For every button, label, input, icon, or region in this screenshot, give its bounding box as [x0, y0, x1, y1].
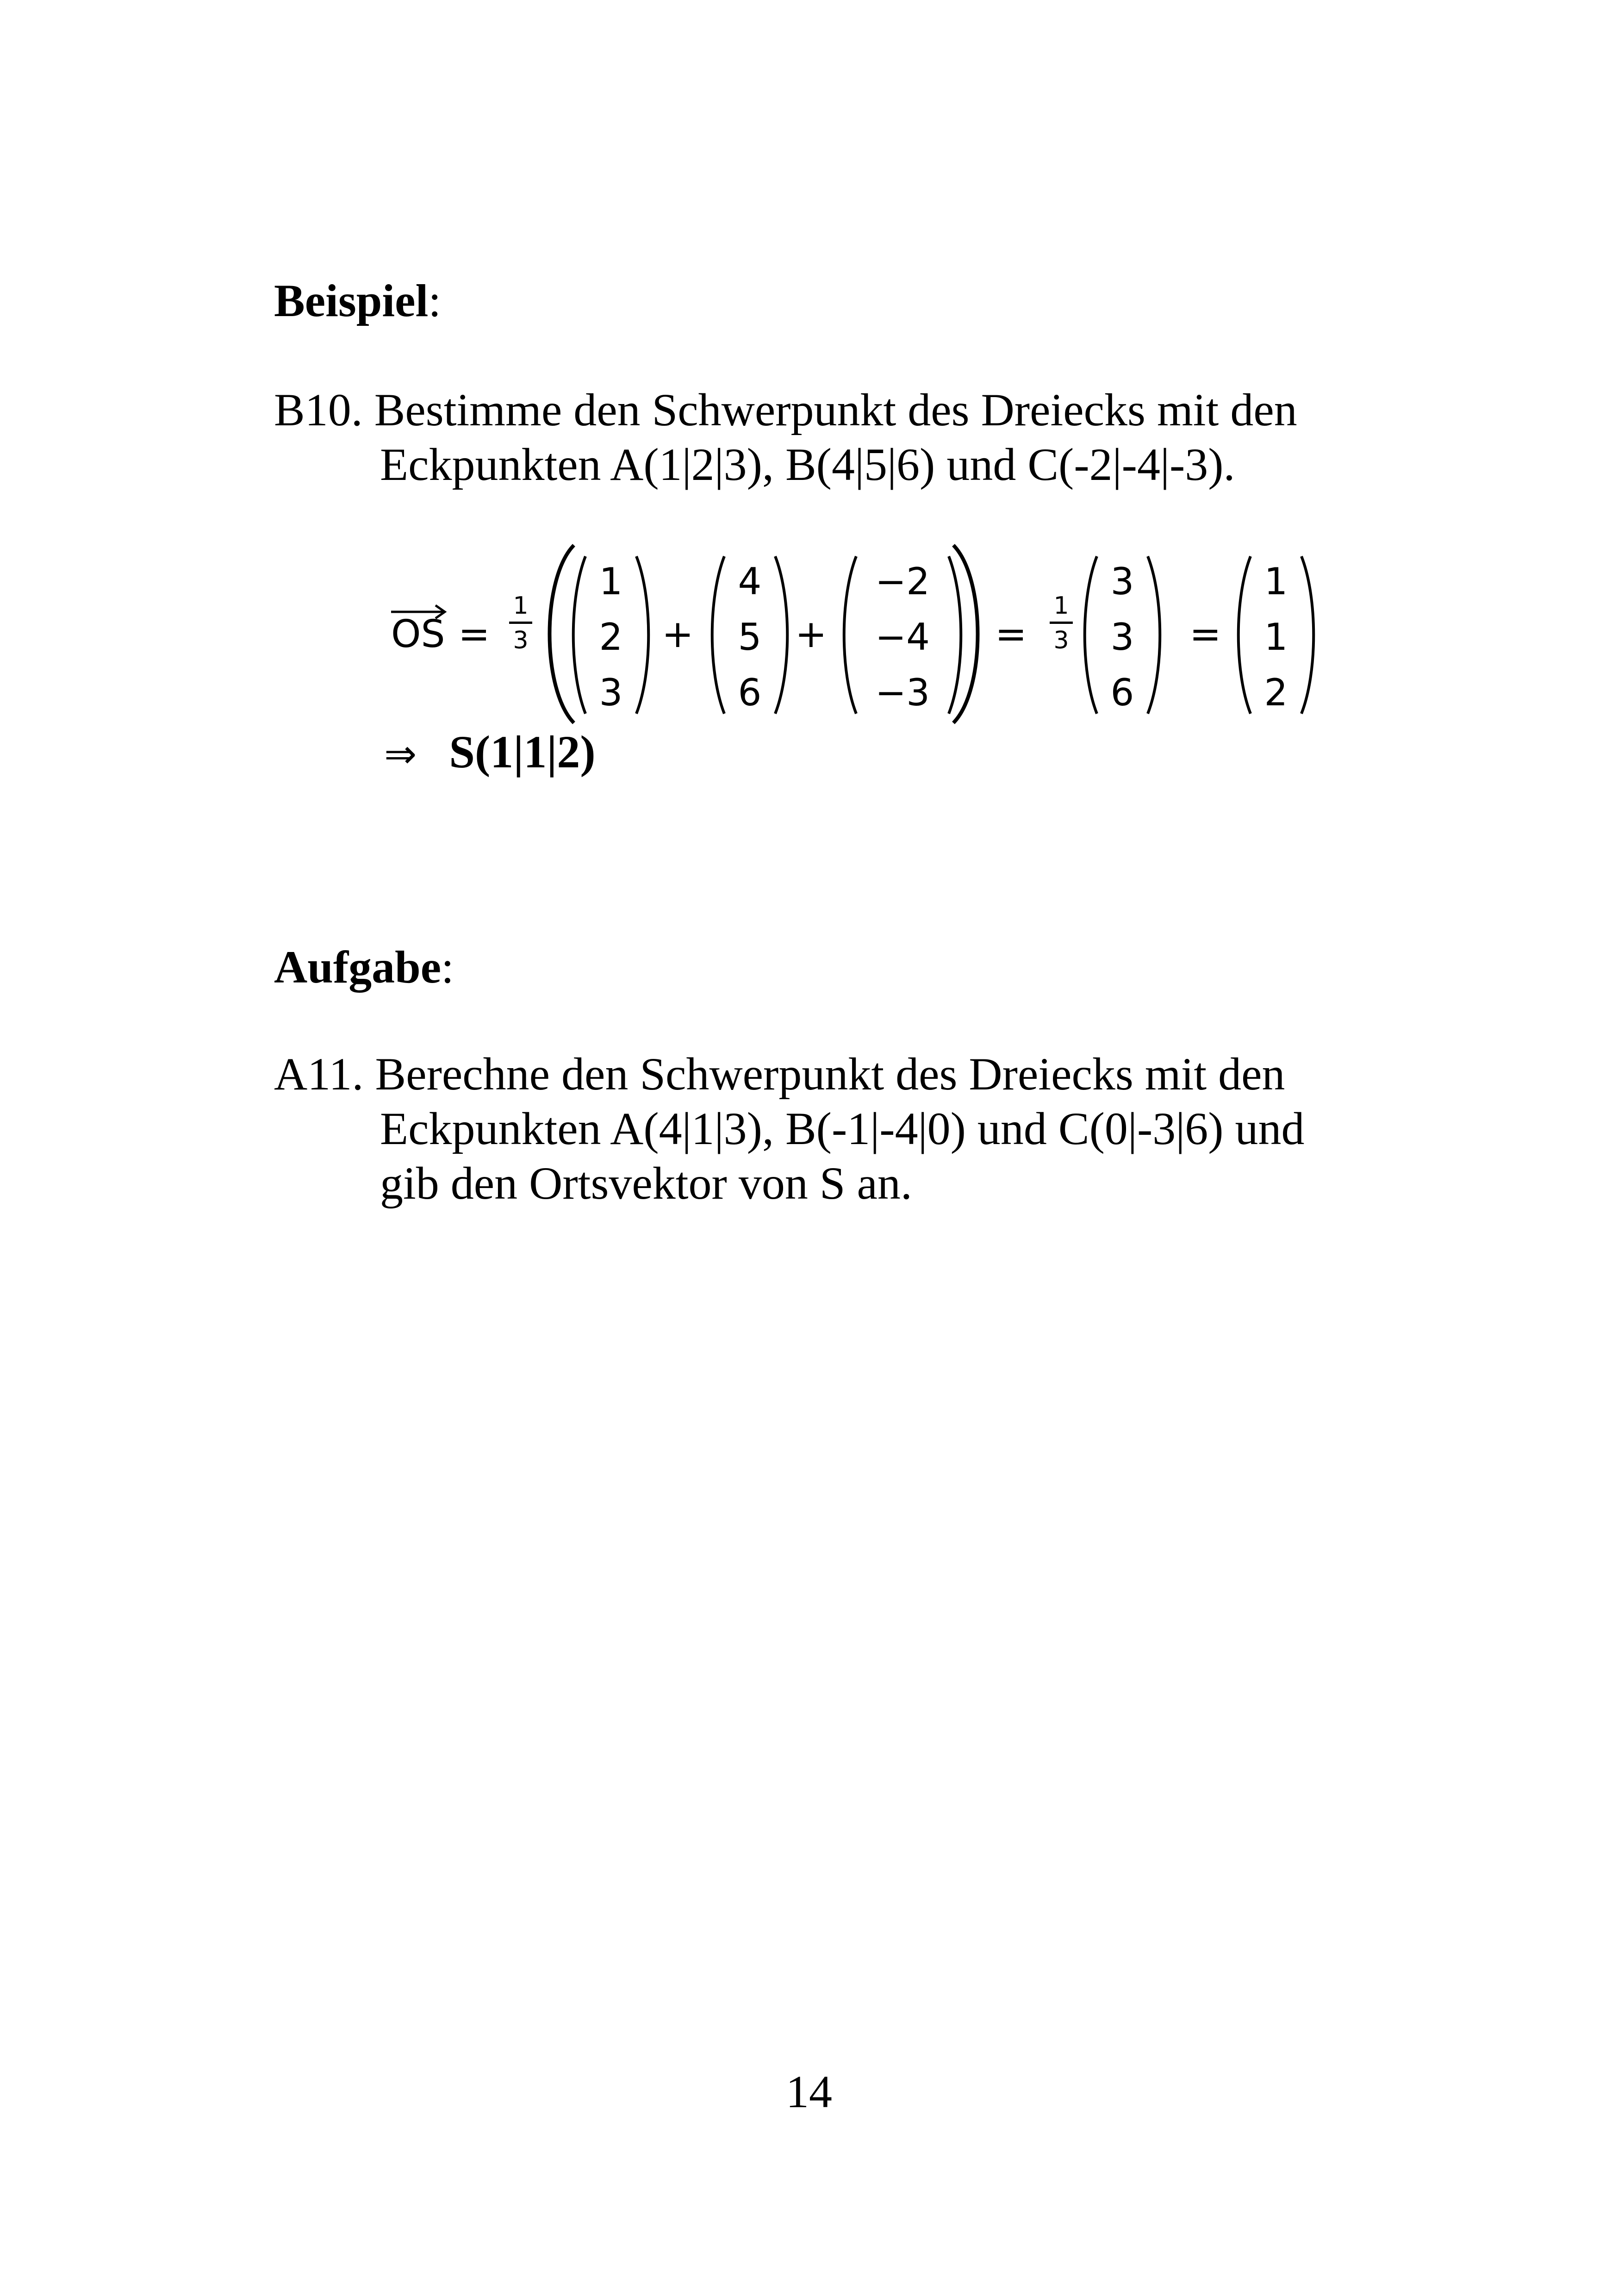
implies-arrow-icon: ⇒ [384, 731, 417, 777]
vector-2-entry-2: 5 [738, 616, 762, 659]
exercise-task-text-1: Berechne den Schwerpunkt des Dreiecks mit den [375, 1048, 1285, 1100]
formula-equals-2: = [995, 612, 1027, 656]
vector-3 [838, 552, 967, 718]
vector-2-entry-3: 6 [738, 671, 762, 714]
vector-5-entry-1: 1 [1264, 560, 1288, 603]
formula-lhs [391, 612, 445, 656]
exercise-task-line-2: Eckpunkten A(4|1|3), B(-1|-4|0) und C(0|-3|6) und [380, 1103, 1305, 1154]
exercise-heading-colon: : [441, 941, 454, 993]
example-task-line-2: Eckpunkten A(1|2|3), B(4|5|6) und C(-2|-4|-3). [380, 439, 1235, 490]
exercise-task-line-1 [274, 1047, 1477, 1101]
formula-fraction-1 [509, 594, 532, 653]
exercise-task-id: A11. [274, 1048, 364, 1100]
formula-equals-1: = [458, 612, 490, 656]
result-line [384, 726, 596, 778]
fraction-denominator: 3 [1053, 627, 1069, 654]
formula-fraction-2 [1050, 594, 1073, 653]
page-number: 14 [786, 2066, 832, 2117]
fraction-denominator: 3 [513, 627, 529, 654]
fraction-numerator: 1 [1053, 592, 1069, 620]
formula-equals-3: = [1189, 612, 1221, 656]
exercise-task [274, 1047, 1477, 1211]
vector-5-entry-3: 2 [1264, 671, 1288, 714]
fraction-bar [1050, 622, 1073, 624]
exercise-heading-text: Aufgabe [274, 941, 442, 993]
formula-plus-1: + [662, 612, 694, 656]
example-heading-colon: : [428, 275, 442, 326]
example-task [274, 383, 1477, 492]
fraction-numerator: 1 [513, 592, 529, 620]
vector-4-entry-1: 3 [1110, 560, 1134, 603]
vector-5-entry-2: 1 [1264, 616, 1288, 659]
vector-2-entry-1: 4 [738, 560, 762, 603]
vector-3-entry-1: −2 [875, 560, 930, 603]
example-task-line-1 [274, 383, 1477, 437]
example-heading-text: Beispiel [274, 275, 429, 326]
result-point: S(1|1|2) [449, 726, 596, 778]
vector-1-entry-2: 2 [599, 616, 623, 659]
vector-arrow-icon [390, 602, 448, 620]
formula-lhs-text: OS [391, 612, 445, 656]
fraction-bar [509, 622, 532, 624]
vector-5 [1232, 552, 1320, 718]
exercise-task-line-3: gib den Ortsvektor von S an. [380, 1157, 912, 1209]
example-task-id: B10. [274, 384, 363, 436]
vector-1-entry-3: 3 [599, 671, 623, 714]
vector-4-entry-2: 3 [1110, 616, 1134, 659]
formula-plus-2: + [795, 612, 827, 656]
example-task-text-1: Bestimme den Schwerpunkt des Dreiecks mit den [374, 384, 1297, 436]
exercise-heading [274, 941, 454, 993]
vector-4-entry-3: 6 [1110, 671, 1134, 714]
vector-4 [1078, 552, 1166, 718]
vector-3-entry-2: −4 [875, 616, 930, 659]
example-heading [274, 275, 442, 326]
vector-2 [706, 552, 794, 718]
vector-1 [567, 552, 655, 718]
vector-1-entry-1: 1 [599, 560, 623, 603]
vector-3-entry-3: −3 [875, 671, 930, 714]
